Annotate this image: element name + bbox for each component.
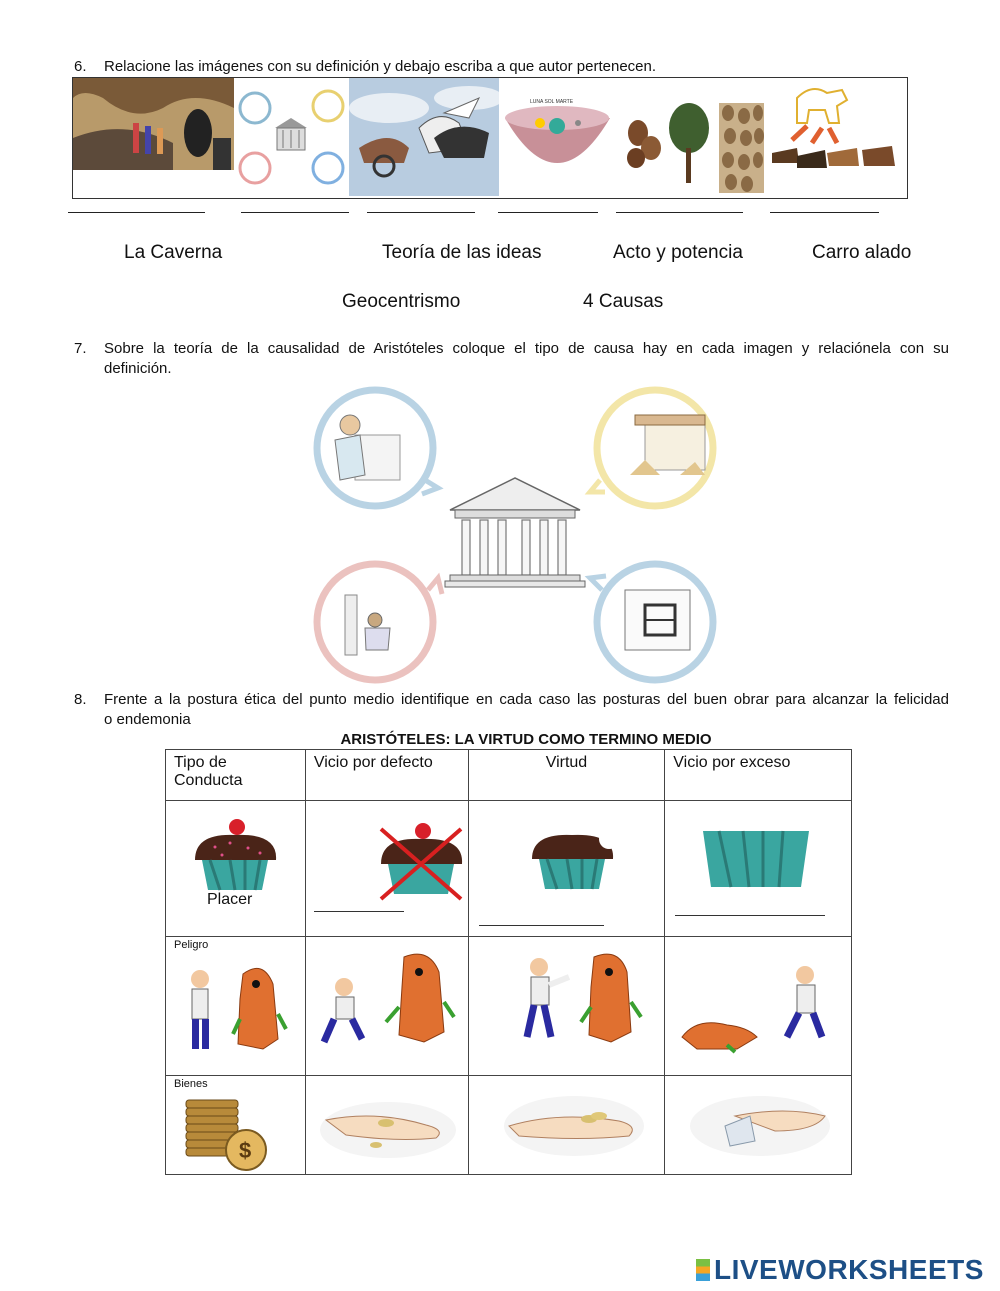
svg-text:LUNA SOL MARTE: LUNA SOL MARTE: [530, 99, 574, 105]
bienes-virtud-cell: [468, 1076, 665, 1175]
peligro-virtud-cell: [468, 937, 665, 1076]
row-label-bienes: Bienes: [174, 1078, 208, 1090]
answer-blank-3[interactable]: [367, 212, 475, 214]
answer-blank-1[interactable]: [68, 212, 205, 214]
header-virtud: Virtud: [468, 750, 665, 801]
question-8-text-line1: Frente a la postura ética del punto medio identifique en cada caso las posturas del buen obrar para alcanzar la felicidad: [104, 691, 949, 708]
virtue-table-title: ARISTÓTELES: LA VIRTUD COMO TERMINO MEDIO: [340, 731, 712, 748]
empty-cupcake-wrapper-icon: [701, 829, 811, 891]
row-label-placer: Placer: [207, 891, 253, 908]
man-over-defeated-ghost-icon: [677, 957, 842, 1067]
coin-stack-icon: [176, 1092, 271, 1172]
term-carro-alado[interactable]: Carro alado: [812, 242, 912, 263]
placer-exceso-blank[interactable]: [675, 915, 825, 916]
question-6-text: Relacione las imágenes con su definición y debajo escriba a que autor pertenecen.: [104, 58, 657, 75]
placer-exceso-cell: [665, 801, 852, 937]
header-vicio-exceso: Vicio por exceso: [665, 750, 852, 801]
term-acto-potencia[interactable]: Acto y potencia: [613, 242, 743, 263]
question-7-text-line2: definición.: [104, 360, 172, 377]
term-la-caverna[interactable]: La Caverna: [124, 242, 223, 263]
virtue-table: [165, 749, 852, 1175]
brand-text: LIVEWORKSHEETS: [714, 1254, 984, 1285]
placer-virtud-cell: [468, 801, 665, 937]
question-7-number: 7.: [74, 340, 87, 357]
header-vicio-defecto: Vicio por defecto: [305, 750, 468, 801]
question-6-number: 6.: [74, 58, 87, 75]
placer-virtud-blank[interactable]: [479, 925, 604, 926]
hand-throwing-money-icon: [685, 1086, 835, 1161]
question-8-number: 8.: [74, 691, 87, 708]
winged-chariot-image: [349, 78, 499, 196]
cave-allegory-image: [73, 78, 234, 170]
four-causes-diagram: [300, 380, 730, 690]
header-tipo-conducta: Tipo de Conducta: [166, 750, 306, 801]
horse-idea-image: [767, 78, 905, 196]
row-peligro-label-cell: [166, 937, 306, 1076]
hand-holding-coins-icon: [316, 1090, 461, 1160]
liveworksheets-logo: [696, 1254, 984, 1286]
answer-blank-4[interactable]: [498, 212, 598, 214]
placer-defecto-cell: [305, 801, 468, 937]
peligro-exceso-cell: [665, 937, 852, 1076]
man-fleeing-ghost-icon: [314, 947, 464, 1067]
four-causes-image: [235, 78, 348, 196]
man-and-ghost-icon: [178, 959, 298, 1069]
placer-defecto-blank[interactable]: [314, 911, 404, 912]
bienes-defecto-cell: [305, 1076, 468, 1175]
answer-blank-2[interactable]: [241, 212, 349, 214]
act-potency-image: [616, 78, 766, 196]
geocentric-universe-image: [500, 78, 615, 196]
cupcake-icon: [190, 815, 280, 895]
bienes-exceso-cell: [665, 1076, 852, 1175]
row-bienes-label-cell: [166, 1076, 306, 1175]
row-label-peligro: Peligro: [174, 939, 209, 951]
row-placer-label-cell: [166, 801, 306, 937]
bitten-cupcake-icon: [527, 821, 617, 893]
hand-offering-coins-icon: [499, 1086, 649, 1161]
svg-text:$: $: [239, 1138, 252, 1163]
answer-blank-6[interactable]: [770, 212, 879, 214]
crossed-cupcake-icon: [376, 819, 466, 901]
term-4-causas[interactable]: 4 Causas: [583, 291, 664, 312]
question-8-text-line2: o endemonia: [104, 711, 191, 728]
term-geocentrismo[interactable]: Geocentrismo: [342, 291, 461, 312]
term-teoria-ideas[interactable]: Teoría de las ideas: [382, 242, 542, 263]
question-7-text-line1: Sobre la teoría de la causalidad de Aristóteles coloque el tipo de causa hay en cada imagen y relaciónela con su: [104, 340, 949, 357]
brand-icon: [696, 1259, 710, 1281]
man-facing-ghost-icon: [499, 947, 649, 1057]
temple-drawing: [445, 478, 585, 587]
peligro-defecto-cell: [305, 937, 468, 1076]
answer-blank-5[interactable]: [616, 212, 743, 214]
